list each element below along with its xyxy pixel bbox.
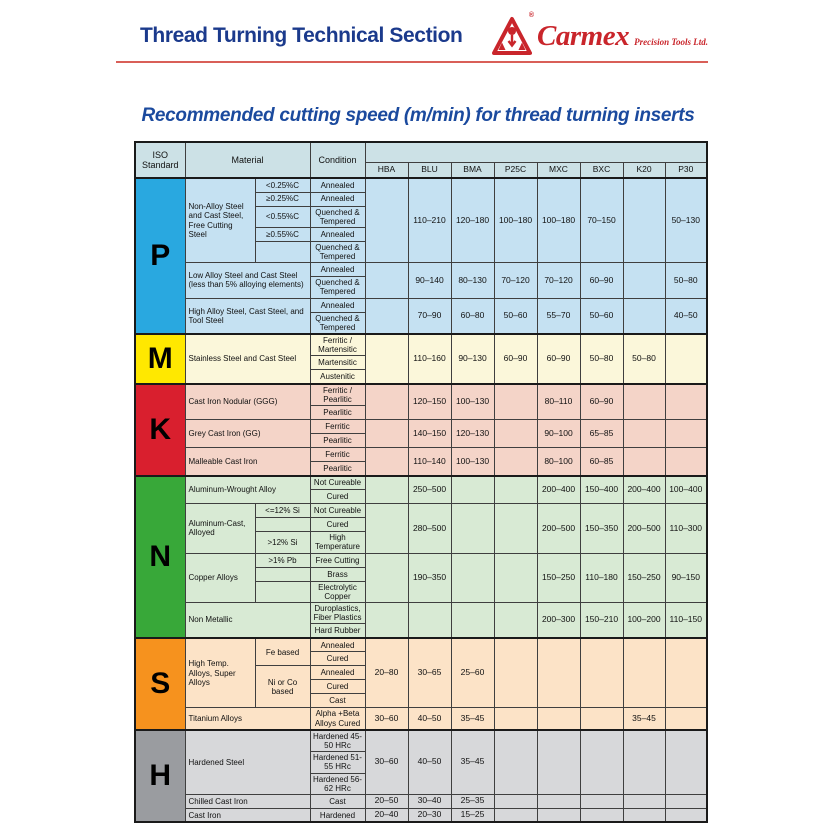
value-cell-BMA: 60–80 <box>451 298 494 334</box>
condition-cell: Hardened 51-55 HRc <box>310 752 365 773</box>
iso-letter-K: K <box>135 384 185 476</box>
value-cell-BMA: 35–45 <box>451 730 494 795</box>
value-cell-MXC <box>537 730 580 795</box>
qualifier-cell: <=12% Si <box>255 504 310 518</box>
value-cell-K20 <box>623 384 665 420</box>
value-cell-P30: 50–130 <box>665 178 707 263</box>
col-header-grade-P25C: P25C <box>494 162 537 178</box>
value-cell-BXC: 50–80 <box>580 334 623 384</box>
value-cell-P25C: 50–60 <box>494 298 537 334</box>
iso-letter-M: M <box>135 334 185 384</box>
material-cell: Non Metallic <box>185 603 310 638</box>
value-cell-HBA <box>365 263 408 298</box>
value-cell-BLU: 40–50 <box>408 730 451 795</box>
value-cell-P25C: 70–120 <box>494 263 537 298</box>
iso-letter-N: N <box>135 476 185 638</box>
value-cell-P25C <box>494 603 537 638</box>
condition-cell: Austenitic <box>310 370 365 384</box>
value-cell-BXC: 70–150 <box>580 178 623 263</box>
value-cell-BXC: 65–85 <box>580 420 623 448</box>
iso-letter-P: P <box>135 178 185 334</box>
value-cell-BXC: 150–210 <box>580 603 623 638</box>
value-cell-HBA <box>365 476 408 504</box>
value-cell-K20 <box>623 638 665 708</box>
condition-cell: Annealed <box>310 638 365 652</box>
value-cell-BMA: 100–130 <box>451 384 494 420</box>
value-cell-HBA <box>365 553 408 602</box>
logo-subtitle: Precision Tools Ltd. <box>634 36 708 47</box>
value-cell-MXC: 200–300 <box>537 603 580 638</box>
value-cell-BMA <box>451 553 494 602</box>
value-cell-MXC: 70–120 <box>537 263 580 298</box>
condition-cell: Not Cureable <box>310 476 365 490</box>
material-cell: Stainless Steel and Cast Steel <box>185 334 310 384</box>
value-cell-P30 <box>665 638 707 708</box>
material-cell: Aluminum-Cast, Alloyed <box>185 504 255 553</box>
condition-cell: Annealed <box>310 227 365 241</box>
value-cell-BLU: 110–140 <box>408 448 451 476</box>
value-cell-BMA: 120–180 <box>451 178 494 263</box>
value-cell-K20 <box>623 448 665 476</box>
carmex-logo <box>492 12 708 56</box>
condition-cell: Annealed <box>310 192 365 206</box>
value-cell-BXC <box>580 638 623 708</box>
value-cell-BLU: 120–150 <box>408 384 451 420</box>
value-cell-BLU: 110–160 <box>408 334 451 384</box>
value-cell-BLU: 70–90 <box>408 298 451 334</box>
value-cell-BMA <box>451 504 494 553</box>
condition-cell: High Temperature <box>310 532 365 553</box>
value-cell-K20: 50–80 <box>623 334 665 384</box>
value-cell-BMA: 80–130 <box>451 263 494 298</box>
condition-cell: Cured <box>310 518 365 532</box>
value-cell-K20: 100–200 <box>623 603 665 638</box>
value-cell-P25C <box>494 708 537 730</box>
value-cell-HBA: 20–80 <box>365 638 408 708</box>
condition-cell: Quenched & Tempered <box>310 206 365 227</box>
value-cell-MXC: 60–90 <box>537 334 580 384</box>
value-cell-BXC: 60–85 <box>580 448 623 476</box>
material-cell: Cast Iron Nodular (GGG) <box>185 384 310 420</box>
value-cell-K20: 35–45 <box>623 708 665 730</box>
value-cell-HBA: 20–50 <box>365 794 408 808</box>
value-cell-BMA: 15–25 <box>451 808 494 822</box>
condition-cell: Cast <box>310 694 365 708</box>
material-cell: Titanium Alloys <box>185 708 310 730</box>
value-cell-MXC <box>537 808 580 822</box>
value-cell-BXC <box>580 708 623 730</box>
condition-cell: Martensitic <box>310 356 365 370</box>
carmex-triangle-icon <box>492 12 535 56</box>
condition-cell: Quenched & Tempered <box>310 241 365 262</box>
condition-cell: Quenched & Tempered <box>310 312 365 334</box>
value-cell-K20 <box>623 420 665 448</box>
material-cell: Malleable Cast Iron <box>185 448 310 476</box>
value-cell-BLU: 30–40 <box>408 794 451 808</box>
value-cell-MXC: 80–110 <box>537 384 580 420</box>
value-cell-P30: 50–80 <box>665 263 707 298</box>
material-cell: Hardened Steel <box>185 730 310 795</box>
condition-cell: Electrolytic Copper <box>310 581 365 602</box>
value-cell-BMA: 120–130 <box>451 420 494 448</box>
value-cell-P30 <box>665 448 707 476</box>
condition-cell: Pearlitic <box>310 462 365 476</box>
value-cell-HBA <box>365 603 408 638</box>
condition-cell: Annealed <box>310 666 365 680</box>
qualifier-cell: Ni or Co based <box>255 666 310 708</box>
condition-cell: Cured <box>310 680 365 694</box>
material-cell: Non-Alloy Steel and Cast Steel, Free Cutting Steel <box>185 178 255 263</box>
qualifier-cell <box>255 241 310 262</box>
value-cell-BXC <box>580 794 623 808</box>
qualifier-cell <box>255 518 310 532</box>
page-header <box>0 0 836 56</box>
value-cell-MXC <box>537 708 580 730</box>
condition-cell: Alpha +Beta Alloys Cured <box>310 708 365 730</box>
page-title: Thread Turning Technical Section <box>140 24 463 47</box>
value-cell-P25C <box>494 638 537 708</box>
value-cell-K20: 200–400 <box>623 476 665 504</box>
iso-letter-S: S <box>135 638 185 730</box>
value-cell-BLU: 190–350 <box>408 553 451 602</box>
col-header-grade-HBA: HBA <box>365 162 408 178</box>
value-cell-P30: 110–150 <box>665 603 707 638</box>
condition-cell: Not Cureable <box>310 504 365 518</box>
value-cell-BLU: 90–140 <box>408 263 451 298</box>
value-cell-P30: 110–300 <box>665 504 707 553</box>
value-cell-MXC: 55–70 <box>537 298 580 334</box>
value-cell-BXC <box>580 808 623 822</box>
value-cell-P25C: 60–90 <box>494 334 537 384</box>
value-cell-P25C <box>494 730 537 795</box>
value-cell-HBA <box>365 298 408 334</box>
value-cell-BXC <box>580 730 623 795</box>
value-cell-BLU: 110–210 <box>408 178 451 263</box>
condition-cell: Annealed <box>310 298 365 312</box>
value-cell-P30 <box>665 420 707 448</box>
value-cell-P25C: 100–180 <box>494 178 537 263</box>
col-header-iso-standard: ISO Standard <box>135 142 185 178</box>
col-header-material: Material <box>185 142 310 178</box>
condition-cell: Duroplastics, Fiber Plastics <box>310 603 365 624</box>
value-cell-P30 <box>665 384 707 420</box>
value-cell-MXC <box>537 794 580 808</box>
condition-cell: Ferritic / Martensitic <box>310 334 365 356</box>
qualifier-cell: <0.25%C <box>255 178 310 192</box>
value-cell-HBA <box>365 420 408 448</box>
iso-letter-H: H <box>135 730 185 823</box>
value-cell-BLU: 140–150 <box>408 420 451 448</box>
value-cell-K20 <box>623 794 665 808</box>
value-cell-MXC: 200–400 <box>537 476 580 504</box>
value-cell-P25C <box>494 448 537 476</box>
col-header-grade-MXC: MXC <box>537 162 580 178</box>
value-cell-BLU: 250–500 <box>408 476 451 504</box>
registered-mark: ® <box>528 12 535 19</box>
logo-name: Carmex <box>537 19 630 52</box>
value-cell-P30: 100–400 <box>665 476 707 504</box>
value-cell-MXC: 150–250 <box>537 553 580 602</box>
condition-cell: Cured <box>310 490 365 504</box>
condition-cell: Pearlitic <box>310 434 365 448</box>
value-cell-BMA: 25–35 <box>451 794 494 808</box>
value-cell-P30 <box>665 334 707 384</box>
value-cell-MXC <box>537 638 580 708</box>
value-cell-K20: 200–500 <box>623 504 665 553</box>
value-cell-P30: 90–150 <box>665 553 707 602</box>
qualifier-cell: >1% Pb <box>255 553 310 567</box>
cutting-speed-table <box>134 141 708 823</box>
value-cell-P25C <box>494 808 537 822</box>
col-header-grade-P30: P30 <box>665 162 707 178</box>
qualifier-cell: >12% Si <box>255 532 310 553</box>
value-cell-BXC: 150–350 <box>580 504 623 553</box>
value-cell-BMA <box>451 476 494 504</box>
condition-cell: Ferritic <box>310 420 365 434</box>
qualifier-cell <box>255 567 310 581</box>
value-cell-HBA <box>365 178 408 263</box>
value-cell-K20 <box>623 298 665 334</box>
value-cell-MXC: 100–180 <box>537 178 580 263</box>
value-cell-HBA <box>365 334 408 384</box>
value-cell-P25C <box>494 384 537 420</box>
cutting-speed-table-wrap <box>134 141 836 823</box>
value-cell-BXC: 50–60 <box>580 298 623 334</box>
value-cell-P30: 40–50 <box>665 298 707 334</box>
col-header-grade-K20: K20 <box>623 162 665 178</box>
value-cell-BLU: 280–500 <box>408 504 451 553</box>
value-cell-HBA <box>365 504 408 553</box>
value-cell-HBA <box>365 384 408 420</box>
col-header-grade-BLU: BLU <box>408 162 451 178</box>
condition-cell: Annealed <box>310 178 365 192</box>
qualifier-cell: <0.55%C <box>255 206 310 227</box>
value-cell-P30 <box>665 708 707 730</box>
material-cell: High Alloy Steel, Cast Steel, and Tool Steel <box>185 298 310 334</box>
value-cell-BLU: 40–50 <box>408 708 451 730</box>
col-header-grade-BMA: BMA <box>451 162 494 178</box>
condition-cell: Hardened 56-62 HRc <box>310 773 365 794</box>
value-cell-HBA: 20–40 <box>365 808 408 822</box>
value-cell-BMA: 100–130 <box>451 448 494 476</box>
value-cell-BMA: 25–60 <box>451 638 494 708</box>
material-cell: Grey Cast Iron (GG) <box>185 420 310 448</box>
qualifier-cell: ≥0.25%C <box>255 192 310 206</box>
material-cell: Aluminum-Wrought Alloy <box>185 476 310 504</box>
value-cell-P25C <box>494 553 537 602</box>
value-cell-K20 <box>623 730 665 795</box>
material-cell: Low Alloy Steel and Cast Steel (less than 5% alloying elements) <box>185 263 310 298</box>
value-cell-P25C <box>494 476 537 504</box>
condition-cell: Brass <box>310 567 365 581</box>
material-cell: Copper Alloys <box>185 553 255 602</box>
value-cell-HBA: 30–60 <box>365 708 408 730</box>
qualifier-cell: Fe based <box>255 638 310 666</box>
material-cell: High Temp. Alloys, Super Alloys <box>185 638 255 708</box>
condition-cell: Ferritic <box>310 448 365 462</box>
col-header-grade-BXC: BXC <box>580 162 623 178</box>
value-cell-P25C <box>494 504 537 553</box>
doc-title: Recommended cutting speed (m/min) for thread turning inserts <box>141 105 695 126</box>
value-cell-BXC: 150–400 <box>580 476 623 504</box>
col-header-condition: Condition <box>310 142 365 178</box>
condition-cell: Pearlitic <box>310 406 365 420</box>
value-cell-BXC: 110–180 <box>580 553 623 602</box>
value-cell-K20 <box>623 263 665 298</box>
value-cell-K20: 150–250 <box>623 553 665 602</box>
value-cell-BLU: 30–65 <box>408 638 451 708</box>
grades-header-strip <box>365 142 707 162</box>
value-cell-BXC: 60–90 <box>580 384 623 420</box>
condition-cell: Cast <box>310 794 365 808</box>
condition-cell: Hardened <box>310 808 365 822</box>
condition-cell: Ferritic / Pearlitic <box>310 384 365 406</box>
value-cell-MXC: 90–100 <box>537 420 580 448</box>
value-cell-P30 <box>665 808 707 822</box>
value-cell-MXC: 200–500 <box>537 504 580 553</box>
condition-cell: Annealed <box>310 263 365 277</box>
value-cell-MXC: 80–100 <box>537 448 580 476</box>
value-cell-K20 <box>623 808 665 822</box>
value-cell-BMA <box>451 603 494 638</box>
value-cell-BLU: 20–30 <box>408 808 451 822</box>
value-cell-BMA: 90–130 <box>451 334 494 384</box>
condition-cell: Free Cutting <box>310 553 365 567</box>
value-cell-P25C <box>494 420 537 448</box>
value-cell-P30 <box>665 730 707 795</box>
condition-cell: Cured <box>310 652 365 666</box>
material-cell: Chilled Cast Iron <box>185 794 310 808</box>
value-cell-BXC: 60–90 <box>580 263 623 298</box>
value-cell-BLU <box>408 603 451 638</box>
condition-cell: Quenched & Tempered <box>310 277 365 298</box>
header-divider <box>116 61 708 63</box>
value-cell-HBA: 30–60 <box>365 730 408 795</box>
qualifier-cell <box>255 581 310 602</box>
value-cell-HBA <box>365 448 408 476</box>
value-cell-P30 <box>665 794 707 808</box>
condition-cell: Hardened 45-50 HRc <box>310 730 365 752</box>
value-cell-P25C <box>494 794 537 808</box>
value-cell-BMA: 35–45 <box>451 708 494 730</box>
qualifier-cell: ≥0.55%C <box>255 227 310 241</box>
condition-cell: Hard Rubber <box>310 624 365 638</box>
value-cell-K20 <box>623 178 665 263</box>
material-cell: Cast Iron <box>185 808 310 822</box>
